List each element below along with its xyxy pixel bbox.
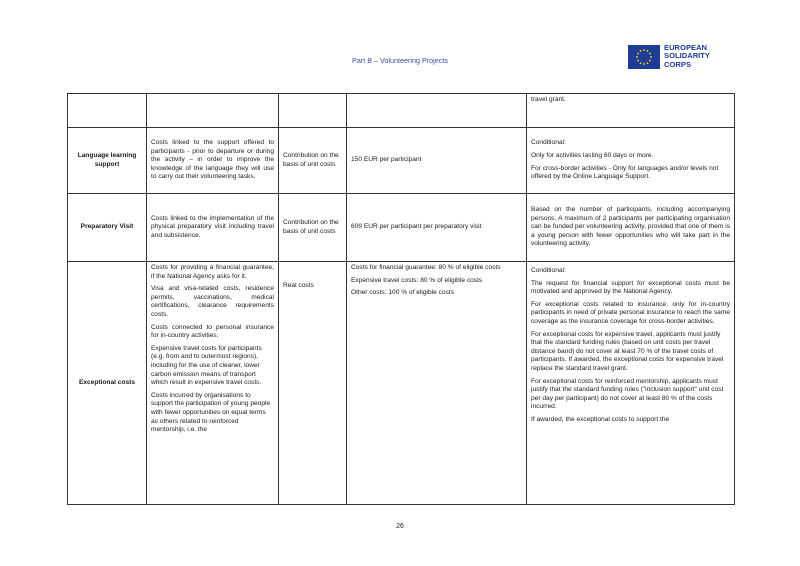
logo-line-2: SOLIDARITY <box>664 51 710 61</box>
logo-line-1: EUROPEAN <box>664 43 708 52</box>
preparatory-amount: 609 EUR per participant per preparatory visit <box>347 194 527 262</box>
continuation-eligible-cell <box>147 94 279 128</box>
language-condition-3: For cross-border activities - Only for languages and/or levels not offered by the Online Language Support. <box>531 164 719 181</box>
exceptional-conditions <box>527 262 735 505</box>
continuation-heading-cell <box>68 94 147 128</box>
language-condition-2: Only for activities lasting 60 days or more. <box>531 151 654 159</box>
exceptional-condition-2: The request for financial support for exceptional costs must be motivated and approved by the National Agency. <box>531 279 730 296</box>
exceptional-eligible-2: Visa and visa-related costs, residence permits, vaccinations, medical certifications, clearance requirements costs. <box>151 285 274 318</box>
logo-wordmark <box>664 44 710 69</box>
exceptional-costs-heading: Exceptional costs <box>68 262 147 505</box>
logo-line-3: CORPS <box>664 59 692 69</box>
exceptional-condition-6: If awarded, the exceptional costs to support the <box>531 415 670 423</box>
continuation-conditions-text: travel grant. <box>531 96 566 103</box>
exceptional-mechanism-cell <box>279 262 347 505</box>
preparatory-eligible-costs: Costs linked to the implementation of the physical preparatory visit including travel and subsistence. <box>147 194 279 262</box>
language-mechanism: Contribution on the basis of unit costs <box>279 128 347 194</box>
european-solidarity-corps-logo <box>628 44 726 75</box>
exceptional-amount-1: Costs for financial guarantee: 80 % of eligible costs <box>351 264 501 271</box>
exceptional-condition-1: Conditional: <box>531 267 566 274</box>
language-eligible-costs: Costs linked to the support offered to participants - prior to departure or during the activity – in order to improve the knowledge of the language they will use to carry out their volunteering tasks. <box>147 128 279 194</box>
table-row <box>68 194 735 262</box>
exceptional-amount-2: Expensive travel costs: 80 % of eligible costs <box>351 276 483 284</box>
exceptional-eligible-3: Costs connected to personal insurance for in-country activities. <box>151 323 274 340</box>
language-condition-1: Conditional: <box>531 139 566 147</box>
page-number: 26 <box>396 523 404 530</box>
language-support-heading: Language learning support <box>68 128 147 194</box>
funding-rules-table <box>67 93 735 505</box>
exceptional-amount-3: Other costs: 100 % of eligible costs <box>351 289 454 297</box>
page-header-title: Part B – Volunteering Projects <box>352 56 448 65</box>
exceptional-amount <box>347 262 527 505</box>
exceptional-eligible-costs <box>147 262 279 505</box>
language-amount: 150 EUR per participant <box>347 128 527 194</box>
exceptional-eligible-4: Expensive travel costs for participants (e.g. from and to outermost regions), including for the use of cleaner, lower carbon emission means of transport which result in expensive travel costs. <box>151 344 262 387</box>
eu-flag-icon <box>628 45 660 69</box>
preparatory-mechanism: Contribution on the basis of unit costs <box>279 194 347 262</box>
exceptional-condition-4: For exceptional costs for expensive travel, applicants must justify that the standard funding rules (based on unit costs per travel distance band) do not cover at least 70 % of the travel costs of participants. If awarded, the exceptional costs for expensive travel replace the standard travel grant. <box>531 330 724 372</box>
exceptional-condition-5: For exceptional costs for reinforced mentorship, applicants must justify that the standard funding rules ("inclusion support" unit cost per day per participant) do not cover at least 80 % of the costs incurred. <box>531 377 724 411</box>
exceptional-mechanism: Real costs <box>283 282 314 289</box>
preparatory-conditions: Based on the number of participants, including accompanying persons. A maximum of 2 participants per participating organisation can be funded per volunteering activity, provided that one of them is a young person with fewer opportunities who will take part in the volunteering activity. <box>527 194 735 262</box>
continuation-conditions-cell <box>527 94 735 128</box>
table-row <box>68 262 735 505</box>
table-row <box>68 128 735 194</box>
exceptional-eligible-1: Costs for providing a financial guarantee, if the National Agency asks for it. <box>151 264 274 280</box>
table-row <box>68 94 735 128</box>
exceptional-condition-3: For exceptional costs related to insurance, only for in-country participants in need of private personal insurance to reach the same coverage as the insurance coverage for cross-border activities. <box>531 300 730 325</box>
exceptional-eligible-5: Costs incurred by organisations to support the participation of young people with fewer opportunities on equal terms as others related to reinforced mentorship, i.e. the <box>151 391 271 434</box>
continuation-amount-cell <box>347 94 527 128</box>
continuation-mechanism-cell <box>279 94 347 128</box>
preparatory-visit-heading: Preparatory Visit <box>68 194 147 262</box>
language-conditions <box>527 128 735 194</box>
